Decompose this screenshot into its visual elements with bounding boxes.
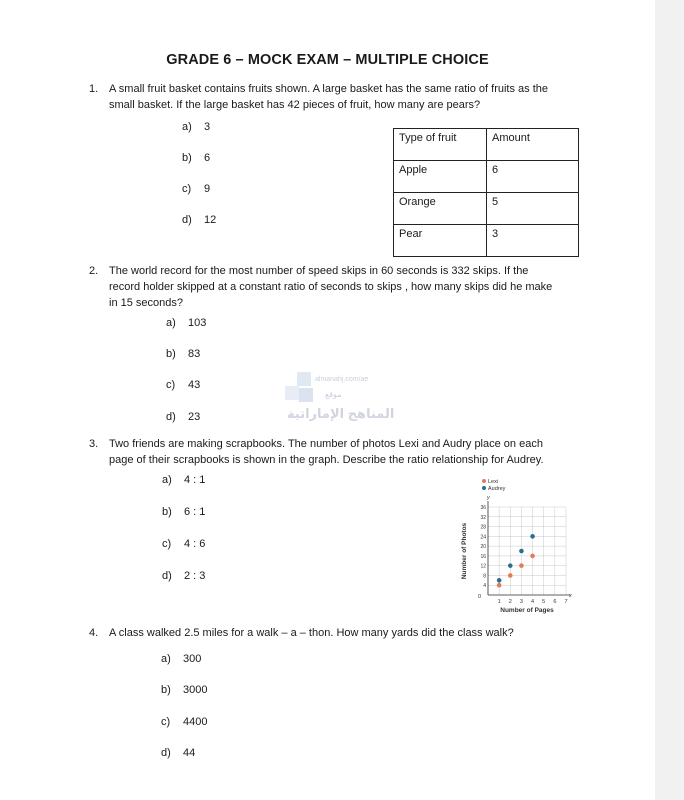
y-tick-label: 36	[480, 505, 486, 511]
y-tick-label: 12	[480, 563, 486, 570]
option-value: 6	[204, 152, 211, 164]
q4-number: 4.	[89, 627, 99, 639]
q4-option-a[interactable]	[161, 653, 201, 665]
x-axis-label: Number of Pages	[500, 607, 554, 614]
data-point	[530, 534, 535, 539]
data-point	[508, 563, 513, 568]
q2-option-d[interactable]	[166, 411, 200, 423]
y-tick-label: 28	[480, 524, 486, 531]
table-row	[394, 193, 579, 225]
q2-number: 2.	[89, 265, 99, 277]
option-letter: c)	[161, 716, 171, 728]
q2-option-a[interactable]	[166, 317, 206, 329]
option-value: 300	[183, 653, 202, 665]
legend-marker	[482, 486, 486, 490]
x-tick-label: 2	[508, 599, 512, 605]
option-value: 4 : 1	[184, 474, 206, 486]
y-axis-letter: y	[487, 495, 490, 501]
option-value: 44	[183, 747, 196, 759]
option-letter: d)	[166, 411, 176, 423]
watermark-logo	[285, 372, 415, 428]
q2-line-3: in 15 seconds?	[109, 297, 183, 309]
q2-option-b[interactable]	[166, 348, 200, 360]
q4-option-c[interactable]	[161, 716, 207, 728]
q2-line-1: The world record for the most number of speed skips in 60 seconds is 332 skips. If the	[109, 265, 529, 277]
data-point	[519, 549, 524, 554]
photos-pages-chart	[452, 474, 602, 614]
q4-option-d[interactable]	[161, 747, 195, 759]
chart-svg	[452, 474, 602, 614]
x-tick-label: 4	[531, 599, 535, 605]
q3-line-1: Two friends are making scrapbooks. The number of photos Lexi and Audry place on each	[109, 438, 543, 450]
q1-option-d[interactable]	[182, 214, 216, 226]
option-letter: b)	[166, 348, 176, 360]
option-value: 6 : 1	[184, 506, 206, 518]
table-header-row	[394, 129, 579, 161]
watermark-arabic-small: موقع	[325, 390, 342, 399]
option-letter: c)	[166, 379, 176, 391]
x-tick-label: 6	[553, 599, 557, 605]
q1-line-2: small basket. If the large basket has 42 pieces of fruit, how many are pears?	[109, 99, 481, 111]
y-axis-label: Number of Photos	[461, 522, 468, 580]
q3-text	[109, 436, 544, 468]
option-letter: d)	[162, 570, 172, 582]
y-tick-label: 4	[483, 583, 486, 590]
q1-option-b[interactable]	[182, 152, 210, 164]
fruit-table	[393, 128, 579, 257]
option-letter: d)	[161, 747, 171, 759]
option-value: 9	[204, 183, 211, 195]
option-letter: c)	[182, 183, 192, 195]
q3-option-a[interactable]	[162, 474, 205, 486]
data-point	[519, 563, 524, 568]
q1-number: 1.	[89, 83, 99, 95]
x-tick-label: 5	[542, 599, 546, 605]
q3-option-c[interactable]	[162, 538, 205, 550]
q2-option-c[interactable]	[166, 379, 200, 391]
origin-label: 0	[478, 594, 482, 600]
data-point	[497, 578, 502, 583]
option-letter: a)	[182, 121, 192, 133]
option-letter: b)	[162, 506, 172, 518]
x-axis-letter: x	[569, 593, 572, 599]
option-value: 43	[188, 379, 201, 391]
q1-option-c[interactable]	[182, 183, 210, 195]
y-tick-label: 20	[480, 544, 486, 551]
table-cell: 3	[487, 225, 579, 257]
option-letter: d)	[182, 214, 192, 226]
table-cell: Apple	[394, 161, 487, 193]
option-letter: c)	[162, 538, 172, 550]
option-value: 83	[188, 348, 201, 360]
table-header-cell: Type of fruit	[394, 129, 487, 161]
q1-option-a[interactable]	[182, 121, 210, 133]
option-letter: a)	[162, 474, 172, 486]
table-cell: Pear	[394, 225, 487, 257]
data-point	[497, 583, 502, 588]
data-point	[530, 554, 535, 559]
legend-label: Lexi	[488, 479, 499, 485]
table-row	[394, 225, 579, 257]
q4-text	[109, 625, 514, 641]
option-value: 2 : 3	[184, 570, 206, 582]
legend-label: Audrey	[488, 486, 506, 492]
q2-text	[109, 263, 552, 311]
option-letter: b)	[182, 152, 192, 164]
q2-line-2: record holder skipped at a constant ratio of seconds to skips , how many skips did he make	[109, 281, 553, 293]
watermark-arabic-large: المناهج الإماراتية	[287, 406, 395, 421]
option-value: 3	[204, 121, 211, 133]
q1-line-1: A small fruit basket contains fruits shown. A large basket has the same ratio of fruits as the	[109, 83, 548, 95]
option-letter: b)	[161, 684, 171, 696]
q3-option-b[interactable]	[162, 506, 205, 518]
q1-text	[109, 81, 548, 113]
option-value: 4 : 6	[184, 538, 206, 550]
option-letter: a)	[161, 653, 171, 665]
data-point	[508, 573, 513, 578]
option-value: 3000	[183, 684, 208, 696]
table-header-cell: Amount	[487, 129, 579, 161]
exam-title: GRADE 6 – MOCK EXAM – MULTIPLE CHOICE	[166, 52, 489, 68]
q3-option-d[interactable]	[162, 570, 205, 582]
y-tick-label: 24	[480, 534, 486, 541]
x-tick-label: 3	[519, 599, 523, 605]
y-tick-label: 32	[480, 514, 486, 521]
option-value: 4400	[183, 716, 208, 728]
q3-line-2: page of their scrapbooks is shown in the graph. Describe the ratio relationship for Audrey.	[109, 454, 544, 466]
watermark-url: almanahj.com/ae	[315, 376, 369, 383]
right-gutter	[655, 0, 684, 800]
option-value: 103	[188, 317, 207, 329]
y-tick-label: 8	[483, 573, 486, 580]
table-cell: 6	[487, 161, 579, 193]
option-value: 12	[204, 214, 217, 226]
y-tick-label: 16	[480, 553, 486, 560]
q4-option-b[interactable]	[161, 684, 207, 696]
table-cell: 5	[487, 193, 579, 225]
legend-marker	[482, 479, 486, 483]
option-value: 23	[188, 411, 201, 423]
table-row	[394, 161, 579, 193]
q3-number: 3.	[89, 438, 99, 450]
q4-line-1: A class walked 2.5 miles for a walk – a – thon. How many yards did the class walk?	[109, 627, 514, 639]
table-cell: Orange	[394, 193, 487, 225]
option-letter: a)	[166, 317, 176, 329]
x-tick-label: 7	[564, 599, 568, 605]
x-tick-label: 1	[497, 599, 501, 605]
